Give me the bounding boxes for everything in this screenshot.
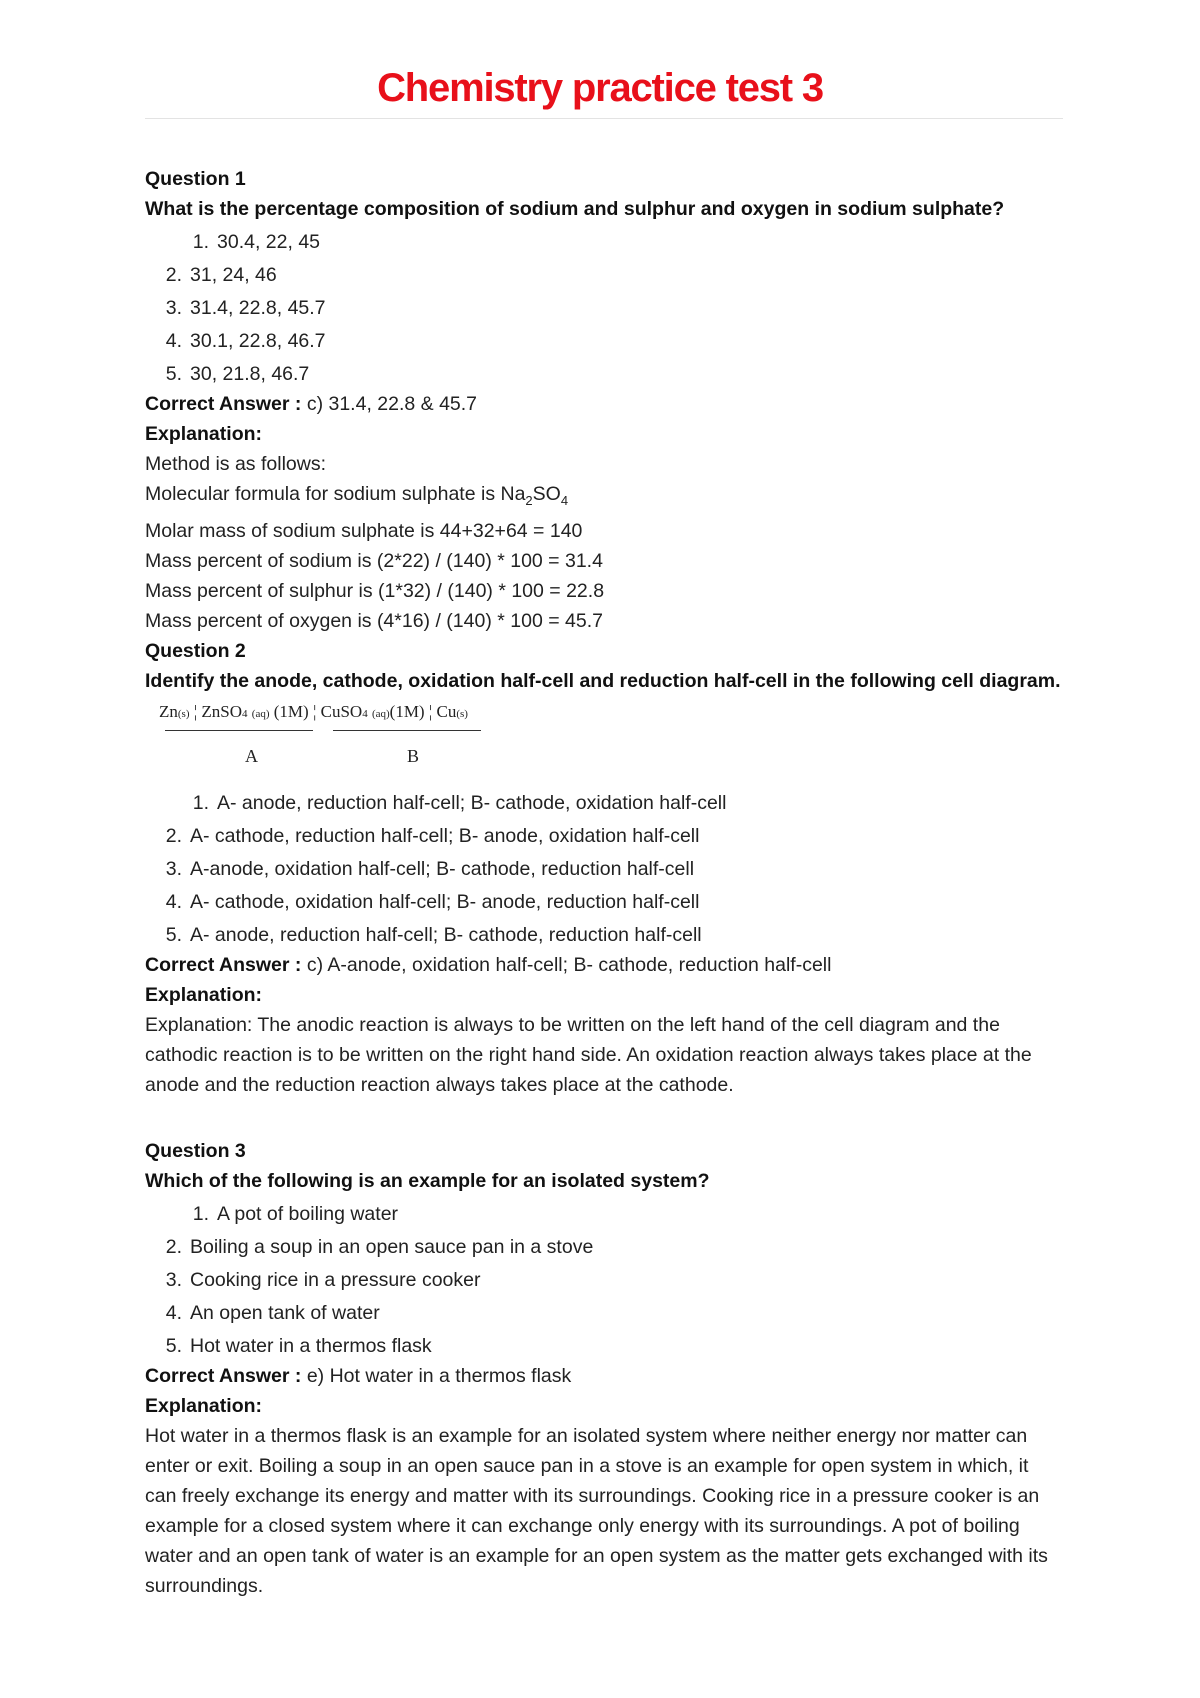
option-text: A-anode, oxidation half-cell; B- cathode, reduction half-cell — [190, 857, 695, 880]
option-number: 3. — [165, 297, 182, 319]
cell-notation — [159, 702, 468, 722]
copper-symbol: Cu — [436, 701, 457, 721]
explanation-line: Mass percent of sodium is (2*22) / (140) * 100 = 31.4 — [145, 549, 603, 572]
page-title: Chemistry practice test 3 — [377, 66, 823, 110]
correct-answer-value: c) 31.4, 22.8 & 45.7 — [306, 393, 478, 415]
option-text: An open tank of water — [190, 1301, 380, 1324]
explanation-line: Method is as follows: — [145, 453, 326, 475]
state-label: (s) — [177, 707, 190, 720]
state-label: (s) — [456, 707, 468, 720]
option-text: Boiling a soup in an open sauce pan in a stove — [190, 1235, 594, 1258]
explanation-text: Hot water in a thermos flask is an example for an isolated system where neither energy nor matter can enter or exit. Boiling a soup in an open sauce pan in a stove is an example for open system in which, it can freely exchange its energy and matter with its surroundings. Cooking rice in a pressure cooker is an example for a closed system where it can exchange only energy with its surroundings. A pot of boiling water and an open tank of water is an example for an open system as the matter gets exchanged with its surroundings. — [145, 1424, 1048, 1597]
correct-answer — [145, 389, 1065, 419]
document-body — [145, 164, 1065, 1601]
option-list — [145, 788, 1065, 950]
concentration-label: (1M) — [273, 701, 309, 721]
option-number: 4. — [165, 1301, 182, 1324]
option-text: 30.4, 22, 45 — [217, 231, 321, 253]
formula-subscript: 2 — [525, 492, 533, 508]
concentration-label: (1M) — [389, 701, 425, 721]
formula-prefix: Molecular formula for sodium sulphate is Na — [145, 483, 526, 505]
explanation-line: Mass percent of sulphur is (1*32) / (140) * 100 = 22.8 — [145, 579, 605, 602]
option-number: 1. — [192, 1202, 209, 1225]
option-item — [145, 1298, 1065, 1328]
option-item — [145, 1331, 1065, 1361]
formula-subscript: 4 — [560, 492, 569, 508]
option-item — [145, 359, 1065, 389]
option-text: Cooking rice in a pressure cooker — [190, 1268, 481, 1291]
option-list — [145, 1199, 1065, 1361]
explanation-line: Mass percent of oxygen is (4*16) / (140) * 100 = 45.7 — [145, 609, 603, 632]
option-text: 30, 21.8, 46.7 — [190, 363, 310, 385]
option-item — [145, 920, 1065, 950]
correct-answer-value: c) A-anode, oxidation half-cell; B- cathode, reduction half-cell — [306, 953, 832, 976]
option-item — [145, 260, 1065, 290]
explanation-text: Explanation: The anodic reaction is always to be written on the left hand of the cell diagram and the cathodic reaction is to be written on the right hand side. An oxidation reaction always takes place at the anode and the reduction reaction always takes place at the cathode. — [145, 1013, 1032, 1096]
option-number: 1. — [192, 231, 209, 253]
phase-boundary: ¦ — [193, 701, 198, 721]
option-number: 5. — [165, 923, 182, 946]
question-3 — [145, 1136, 1065, 1601]
formula-middle: SO — [532, 483, 561, 505]
half-cell-a-label: A — [245, 745, 258, 766]
question-2 — [145, 636, 1065, 1100]
option-number: 2. — [165, 1235, 182, 1258]
explanation-label: Explanation: — [145, 983, 263, 1006]
question-text: Which of the following is an example for an isolated system? — [145, 1169, 710, 1192]
option-number: 4. — [165, 890, 182, 913]
option-number: 4. — [165, 330, 182, 352]
option-item — [145, 821, 1065, 851]
half-cell-b-label: B — [407, 745, 420, 766]
zinc-sulphate-symbol: ZnSO — [201, 701, 243, 721]
option-number: 3. — [165, 857, 182, 880]
option-item — [145, 227, 1065, 257]
option-text: A- cathode, reduction half-cell; B- anode, oxidation half-cell — [190, 824, 700, 847]
option-text: 31.4, 22.8, 45.7 — [190, 297, 326, 319]
explanation-line — [145, 479, 1065, 516]
correct-answer-label: Correct Answer : — [145, 953, 302, 976]
correct-answer — [145, 1361, 1065, 1391]
section-gap — [145, 1100, 1065, 1136]
option-number: 1. — [192, 791, 209, 814]
option-item — [145, 326, 1065, 356]
copper-sulphate-symbol: CuSO — [320, 701, 363, 721]
option-item — [145, 887, 1065, 917]
question-1 — [145, 164, 1065, 636]
half-cell-b-underline — [333, 730, 481, 731]
question-text: Identify the anode, cathode, oxidation half-cell and reduction half-cell in the following cell diagram. — [145, 669, 1061, 692]
option-text: A- anode, reduction half-cell; B- cathode, reduction half-cell — [190, 923, 702, 946]
question-heading: Question 3 — [145, 1139, 246, 1162]
option-text: Hot water in a thermos flask — [190, 1334, 432, 1357]
question-heading: Question 1 — [145, 168, 246, 190]
option-text: 30.1, 22.8, 46.7 — [190, 330, 326, 352]
zinc-symbol: Zn — [159, 701, 178, 721]
option-number: 5. — [165, 1334, 182, 1357]
question-heading: Question 2 — [145, 639, 246, 662]
phase-boundary: ¦ — [428, 701, 433, 721]
half-cell-a-underline — [165, 730, 313, 731]
option-list — [145, 227, 1065, 389]
salt-bridge: ¦ — [312, 701, 317, 721]
option-number: 2. — [165, 824, 182, 847]
option-item — [145, 854, 1065, 884]
option-item — [145, 1199, 1065, 1229]
state-label: (aq) — [371, 707, 390, 720]
option-item — [145, 1232, 1065, 1262]
explanation-label: Explanation: — [145, 423, 263, 445]
explanation-line: Molar mass of sodium sulphate is 44+32+64 = 140 — [145, 519, 583, 542]
option-item — [145, 293, 1065, 323]
option-text: A- anode, reduction half-cell; B- cathode, oxidation half-cell — [217, 791, 727, 814]
state-label: (aq) — [251, 707, 270, 720]
option-number: 2. — [165, 264, 182, 286]
subscript: 4 — [362, 707, 368, 720]
option-number: 5. — [165, 363, 182, 385]
cell-diagram — [159, 698, 519, 784]
subscript: 4 — [242, 707, 248, 720]
correct-answer — [145, 950, 1065, 980]
option-text: A pot of boiling water — [217, 1202, 399, 1225]
correct-answer-label: Correct Answer : — [145, 393, 302, 415]
correct-answer-label: Correct Answer : — [145, 1364, 302, 1387]
option-text: A- cathode, oxidation half-cell; B- anode, reduction half-cell — [190, 890, 700, 913]
option-item — [145, 788, 1065, 818]
title-divider — [145, 118, 1063, 119]
option-text: 31, 24, 46 — [190, 264, 277, 286]
question-text: What is the percentage composition of sodium and sulphur and oxygen in sodium sulphate? — [145, 198, 1005, 220]
correct-answer-value: e) Hot water in a thermos flask — [306, 1364, 572, 1387]
explanation-label: Explanation: — [145, 1394, 263, 1417]
option-number: 3. — [165, 1268, 182, 1291]
option-item — [145, 1265, 1065, 1295]
